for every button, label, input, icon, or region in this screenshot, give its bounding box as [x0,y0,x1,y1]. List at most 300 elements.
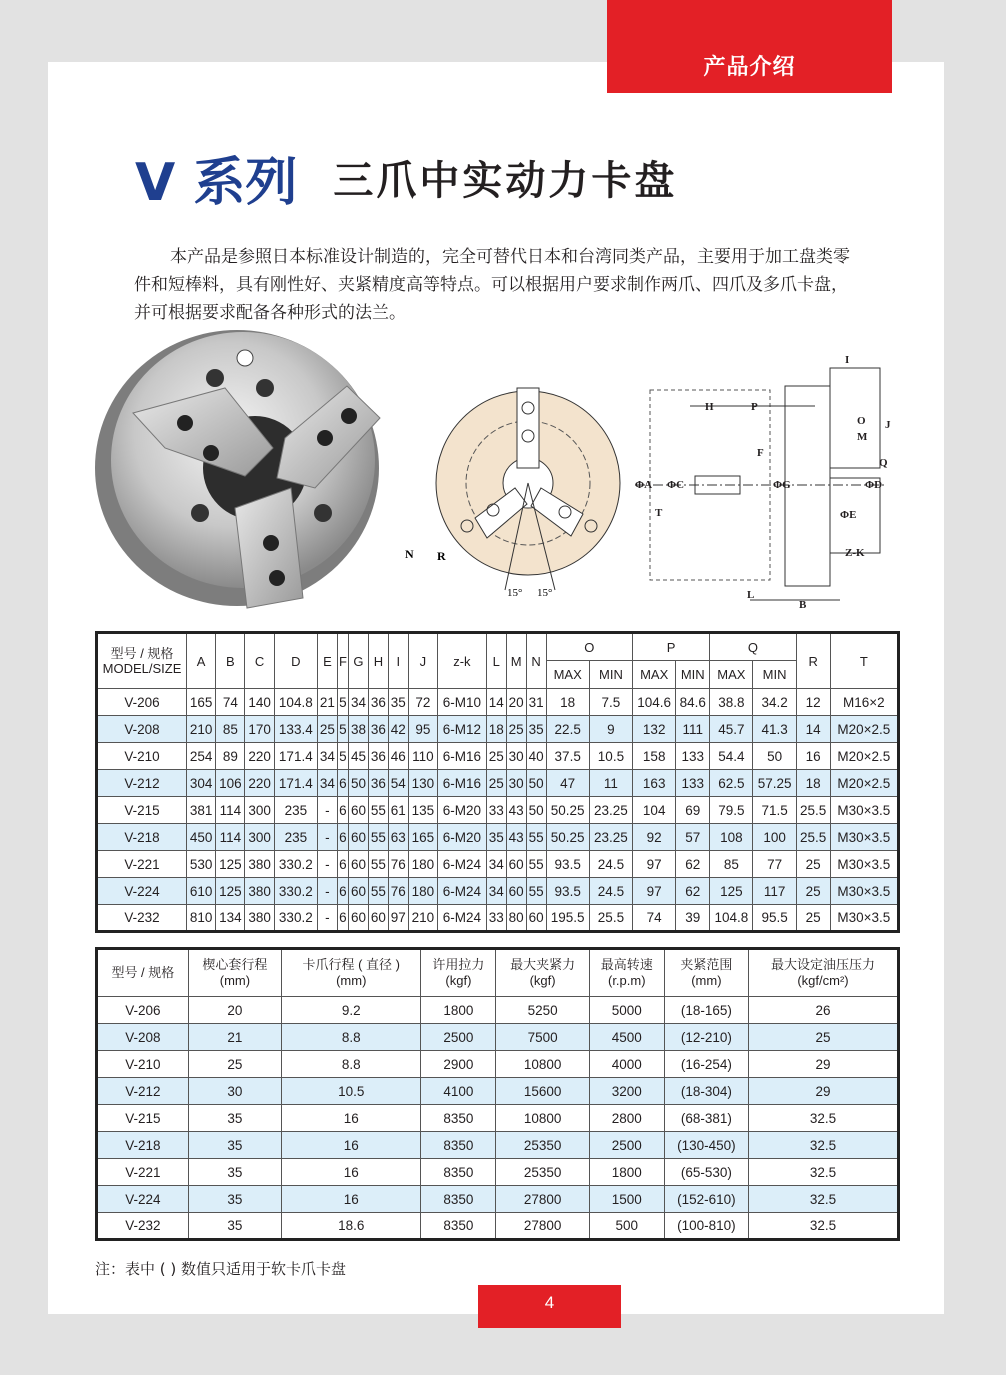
table-cell: 50 [526,797,546,824]
table-cell: 20 [506,689,526,716]
table-cell: 34 [317,770,337,797]
table-cell: 195.5 [546,905,589,932]
table-cell: 50 [526,770,546,797]
table-cell: 45.7 [710,716,753,743]
header-i: I [388,633,408,689]
table-cell: 220 [245,770,274,797]
table-cell: 23.25 [589,797,632,824]
table-cell: 38.8 [710,689,753,716]
table-cell: 60 [368,905,388,932]
table-cell: 158 [633,743,676,770]
table-row [97,1132,899,1159]
table-cell: 16 [282,1159,421,1186]
dim-label-angle-2: 15° [537,587,553,599]
table-row [97,743,899,770]
table-cell: 6-M24 [438,878,487,905]
table-cell: 55 [368,797,388,824]
table-cell: 6-M24 [438,851,487,878]
table-row [97,770,899,797]
table-cell: 104.8 [710,905,753,932]
table-cell: 610 [187,878,216,905]
table-cell: 55 [368,851,388,878]
header-g: G [349,633,369,689]
table-cell: 57 [676,824,710,851]
table-cell: 235 [274,824,317,851]
header-p: P [633,633,710,661]
table-cell: 180 [408,878,437,905]
table-cell: 125 [216,851,245,878]
table-cell: 2500 [421,1024,496,1051]
table-cell: 34.2 [753,689,796,716]
table-cell: M20×2.5 [830,743,898,770]
table-cell: 6 [337,824,348,851]
table-cell: 35 [486,824,506,851]
table-row [97,824,899,851]
table-cell: M30×3.5 [830,905,898,932]
table-cell: 170 [245,716,274,743]
table-cell: 330.2 [274,878,317,905]
table-cell: 55 [526,851,546,878]
table-row [97,689,899,716]
table-cell: 34 [317,743,337,770]
table-cell: 210 [187,716,216,743]
table-cell: 25 [748,1024,898,1051]
dim-label-e: ΦE [840,509,857,521]
dim-label-q: Q [879,457,888,469]
table-cell: 18 [546,689,589,716]
table-cell: 500 [589,1213,664,1240]
table-cell: 18 [486,716,506,743]
table-cell: 35 [188,1132,281,1159]
table-cell: 21 [317,689,337,716]
table-cell: 50 [753,743,796,770]
table-cell: 4100 [421,1078,496,1105]
table-cell: 10.5 [282,1078,421,1105]
table-cell: 8.8 [282,1024,421,1051]
table-cell: M30×3.5 [830,878,898,905]
table-cell: 8350 [421,1213,496,1240]
table-cell: 25 [486,770,506,797]
table-cell: 97 [388,905,408,932]
dim-label-g: ΦG [773,479,791,491]
table-cell: 16 [282,1186,421,1213]
table-cell: 1500 [589,1186,664,1213]
table-header-row [97,949,899,997]
table-cell: 140 [245,689,274,716]
dim-label-b: B [799,599,807,611]
table-cell: 1800 [421,997,496,1024]
table-cell: 55 [368,824,388,851]
table-cell: 62 [676,878,710,905]
table-cell: 42 [388,716,408,743]
subheader-q-max: MAX [710,661,753,689]
table-cell: 97 [633,878,676,905]
table-cell: 11 [589,770,632,797]
table-cell: 34 [486,878,506,905]
header-line: 最高转速 [600,957,653,972]
table-cell: 38 [349,716,369,743]
table-cell: 25 [486,743,506,770]
table-cell: 6 [337,878,348,905]
dim-label-t: T [655,507,663,519]
dim-label-d: ΦD [865,479,883,491]
header-line: 许用拉力 [432,957,485,972]
table-cell: 220 [245,743,274,770]
table-row [97,878,899,905]
table-cell: M30×3.5 [830,851,898,878]
table-cell: 21 [188,1024,281,1051]
header-model-en: MODEL/SIZE [102,661,182,676]
header-c: C [245,633,274,689]
table-cell: 2500 [589,1132,664,1159]
table-cell: 36 [368,770,388,797]
table-cell: 23.25 [589,824,632,851]
table-cell: 25350 [496,1159,589,1186]
table-cell: 35 [188,1213,281,1240]
model-cell: V-210 [97,1051,189,1078]
model-cell: V-221 [97,1159,189,1186]
table-cell: 165 [408,824,437,851]
table-cell: 69 [676,797,710,824]
model-cell: V-206 [97,689,187,716]
table-cell: 8350 [421,1186,496,1213]
table-cell: 62.5 [710,770,753,797]
header-j: J [408,633,437,689]
table-cell: 380 [245,851,274,878]
table-cell: 31 [526,689,546,716]
dim-label-c: ΦC [667,479,685,491]
table-cell: 84.6 [676,689,710,716]
model-cell: V-215 [97,1105,189,1132]
header-n: N [526,633,546,689]
table-cell: 5 [337,716,348,743]
intro-paragraph: 本产品是参照日本标准设计制造的，完全可替代日本和台湾同类产品，主要用于加工盘类零件和短棒料，具有刚性好、夹紧精度高等特点。可以根据用户要求制作两爪、四爪及多爪卡盘，并可根据要求配备各种形式的法兰。 [134,247,850,323]
table-cell: 25 [796,878,830,905]
table-cell: 381 [187,797,216,824]
table-cell: 16 [796,743,830,770]
table-cell: 25 [317,716,337,743]
table-cell: 130 [408,770,437,797]
header-model [97,633,187,689]
table-cell: 93.5 [546,851,589,878]
table-cell: 108 [710,824,753,851]
table-cell: 304 [187,770,216,797]
table-row [97,797,899,824]
table-cell: 300 [245,797,274,824]
table-cell: 330.2 [274,851,317,878]
front-view-drawing [405,388,620,599]
table-cell: 60 [349,797,369,824]
table-cell: 104 [633,797,676,824]
header-f: F [337,633,348,689]
header-line: (r.p.m) [607,973,646,988]
table-cell: - [317,878,337,905]
table-cell: 45 [349,743,369,770]
table-cell: 3200 [589,1078,664,1105]
table-cell: 32.5 [748,1132,898,1159]
model-cell: V-224 [97,878,187,905]
table-cell: 530 [187,851,216,878]
table-cell: 6-M12 [438,716,487,743]
table-cell: 6-M24 [438,905,487,932]
table-cell: 60 [349,878,369,905]
table-cell: 41.3 [753,716,796,743]
table-cell: 43 [506,797,526,824]
table-cell: 35 [188,1159,281,1186]
table-cell: 300 [245,824,274,851]
dim-label-l: L [747,589,755,601]
dim-label-j: J [885,419,891,431]
dim-label-zk: Z-K [845,547,865,559]
table-cell: 25350 [496,1132,589,1159]
table-cell: (18-165) [664,997,748,1024]
table-cell: 62 [676,851,710,878]
table-row [97,1213,899,1240]
table-cell: 46 [388,743,408,770]
table-cell: 6-M20 [438,797,487,824]
table-cell: 26 [748,997,898,1024]
table-cell: 34 [349,689,369,716]
table-cell: 117 [753,878,796,905]
table-row [97,1105,899,1132]
table-cell: 8350 [421,1159,496,1186]
header-line: 型号 / 规格 [111,965,175,980]
header-a: A [187,633,216,689]
table-cell: (18-304) [664,1078,748,1105]
table-cell: 6-M10 [438,689,487,716]
table-cell: 25.5 [796,824,830,851]
header-r: R [796,633,830,689]
table-cell: 55 [526,824,546,851]
table-cell: 330.2 [274,905,317,932]
table-cell: 104.6 [633,689,676,716]
table-cell: 50 [349,770,369,797]
dim-label-n: N [405,547,414,561]
table-cell: 85 [710,851,753,878]
table-cell: 5000 [589,997,664,1024]
table-cell: 2800 [589,1105,664,1132]
table-cell: 114 [216,797,245,824]
page-number: 4 [478,1285,621,1328]
table-header-cell [589,949,664,997]
table-cell: (12-210) [664,1024,748,1051]
table-cell: 27800 [496,1213,589,1240]
table-cell: 16 [282,1105,421,1132]
table-cell: (100-810) [664,1213,748,1240]
header-t: T [830,633,898,689]
dimension-table [95,631,900,933]
table-row [97,1024,899,1051]
model-cell: V-208 [97,1024,189,1051]
table-row [97,716,899,743]
table-cell: 1800 [589,1159,664,1186]
model-cell: V-210 [97,743,187,770]
table-cell: 85 [216,716,245,743]
table-cell: 54 [388,770,408,797]
table-cell: 6 [337,905,348,932]
table-cell: - [317,824,337,851]
table-cell: 35 [188,1186,281,1213]
table-cell: 22.5 [546,716,589,743]
table-cell: 133 [676,743,710,770]
table-cell: 7.5 [589,689,632,716]
table-cell: M20×2.5 [830,770,898,797]
header-line: (kgf) [445,973,472,988]
table-cell: 60 [349,824,369,851]
header-line: 最大夹紧力 [510,957,576,972]
table-cell: 6-M20 [438,824,487,851]
model-cell: V-218 [97,824,187,851]
footnote: 注：表中 ( ) 数值只适用于软卡爪卡盘 [95,1260,347,1278]
table-cell: 29 [748,1051,898,1078]
table-cell: 8.8 [282,1051,421,1078]
table-cell: 9 [589,716,632,743]
table-cell: 18 [796,770,830,797]
header-line: 最大设定油压压力 [770,957,875,972]
table-cell: 40 [526,743,546,770]
table-cell: M30×3.5 [830,824,898,851]
table-cell: 36 [368,716,388,743]
table-cell: 34 [486,851,506,878]
header-line: (kgf) [529,973,556,988]
subheader-p-max: MAX [633,661,676,689]
table-cell: 114 [216,824,245,851]
header-line: (mm) [336,973,367,988]
table-cell: 10.5 [589,743,632,770]
table-cell: 4500 [589,1024,664,1051]
table-cell: 93.5 [546,878,589,905]
table-cell: 9.2 [282,997,421,1024]
table-cell: 32.5 [748,1186,898,1213]
table-cell: 80 [506,905,526,932]
product-figures [95,328,895,618]
table-cell: 30 [188,1078,281,1105]
table-cell: 27800 [496,1186,589,1213]
table-cell: 54.4 [710,743,753,770]
table-cell: 8350 [421,1132,496,1159]
table-cell: 60 [349,905,369,932]
dim-label-o: O [857,415,866,427]
header-line: 卡爪行程 ( 直径 ) [302,957,400,972]
table-header-cell [282,949,421,997]
model-cell: V-212 [97,770,187,797]
header-zk: z-k [438,633,487,689]
subheader-q-min: MIN [753,661,796,689]
table-cell: 254 [187,743,216,770]
table-cell: 60 [349,851,369,878]
header-m: M [506,633,526,689]
header-o: O [546,633,633,661]
table-cell: 125 [710,878,753,905]
table-cell: 10800 [496,1051,589,1078]
header-line: (mm) [691,973,722,988]
table-header-cell [748,949,898,997]
product-name: 三爪中实动力卡盘 [333,158,678,204]
table-cell: 180 [408,851,437,878]
table-cell: 33 [486,905,506,932]
page-title [135,140,678,213]
table-cell: (130-450) [664,1132,748,1159]
dim-label-p: P [751,401,758,413]
table-cell: 74 [633,905,676,932]
table-cell: 89 [216,743,245,770]
header-q: Q [710,633,797,661]
header-l: L [486,633,506,689]
table-cell: 32.5 [748,1105,898,1132]
table-cell: 14 [486,689,506,716]
table-cell: 32.5 [748,1159,898,1186]
table-cell: 63 [388,824,408,851]
header-line: (kgf/cm²) [797,973,849,988]
table-cell: 43 [506,824,526,851]
table-cell: 33 [486,797,506,824]
table-cell: 165 [187,689,216,716]
subheader-o-min: MIN [589,661,632,689]
table-cell: 92 [633,824,676,851]
table-cell: 25 [796,905,830,932]
table-cell: (65-530) [664,1159,748,1186]
table-cell: 163 [633,770,676,797]
subheader-p-min: MIN [676,661,710,689]
table-cell: 25.5 [589,905,632,932]
table-cell: 95.5 [753,905,796,932]
table-cell: 60 [506,851,526,878]
table-cell: 61 [388,797,408,824]
header-h: H [368,633,388,689]
table-cell: 10800 [496,1105,589,1132]
table-cell: 35 [388,689,408,716]
table-cell: 76 [388,851,408,878]
table-cell: 50.25 [546,797,589,824]
table-cell: - [317,797,337,824]
model-cell: V-212 [97,1078,189,1105]
table-cell: 25 [506,716,526,743]
table-cell: 5250 [496,997,589,1024]
table-cell: 125 [216,878,245,905]
table-cell: 25 [796,851,830,878]
table-cell: 171.4 [274,743,317,770]
table-cell: 6-M16 [438,743,487,770]
table-cell: 36 [368,743,388,770]
model-cell: V-208 [97,716,187,743]
table-cell: 36 [368,689,388,716]
table-cell: 25 [188,1051,281,1078]
table-cell: 810 [187,905,216,932]
table-cell: 47 [546,770,589,797]
section-tab [607,0,892,93]
table-cell: 60 [526,905,546,932]
table-header-cell [664,949,748,997]
table-cell: 6 [337,851,348,878]
table-cell: 104.8 [274,689,317,716]
model-cell: V-232 [97,905,187,932]
table-cell: 95 [408,716,437,743]
table-cell: 30 [506,743,526,770]
table-cell: M20×2.5 [830,716,898,743]
table-cell: 135 [408,797,437,824]
table-cell: 380 [245,905,274,932]
table-cell: (16-254) [664,1051,748,1078]
table-cell: 134 [216,905,245,932]
table-cell: 16 [282,1132,421,1159]
table-cell: 30 [506,770,526,797]
table-header-cell [188,949,281,997]
table-cell: 77 [753,851,796,878]
table-cell: 6 [337,770,348,797]
dim-label-m: M [857,431,868,443]
table-cell: 32.5 [748,1213,898,1240]
table-cell: 35 [188,1105,281,1132]
